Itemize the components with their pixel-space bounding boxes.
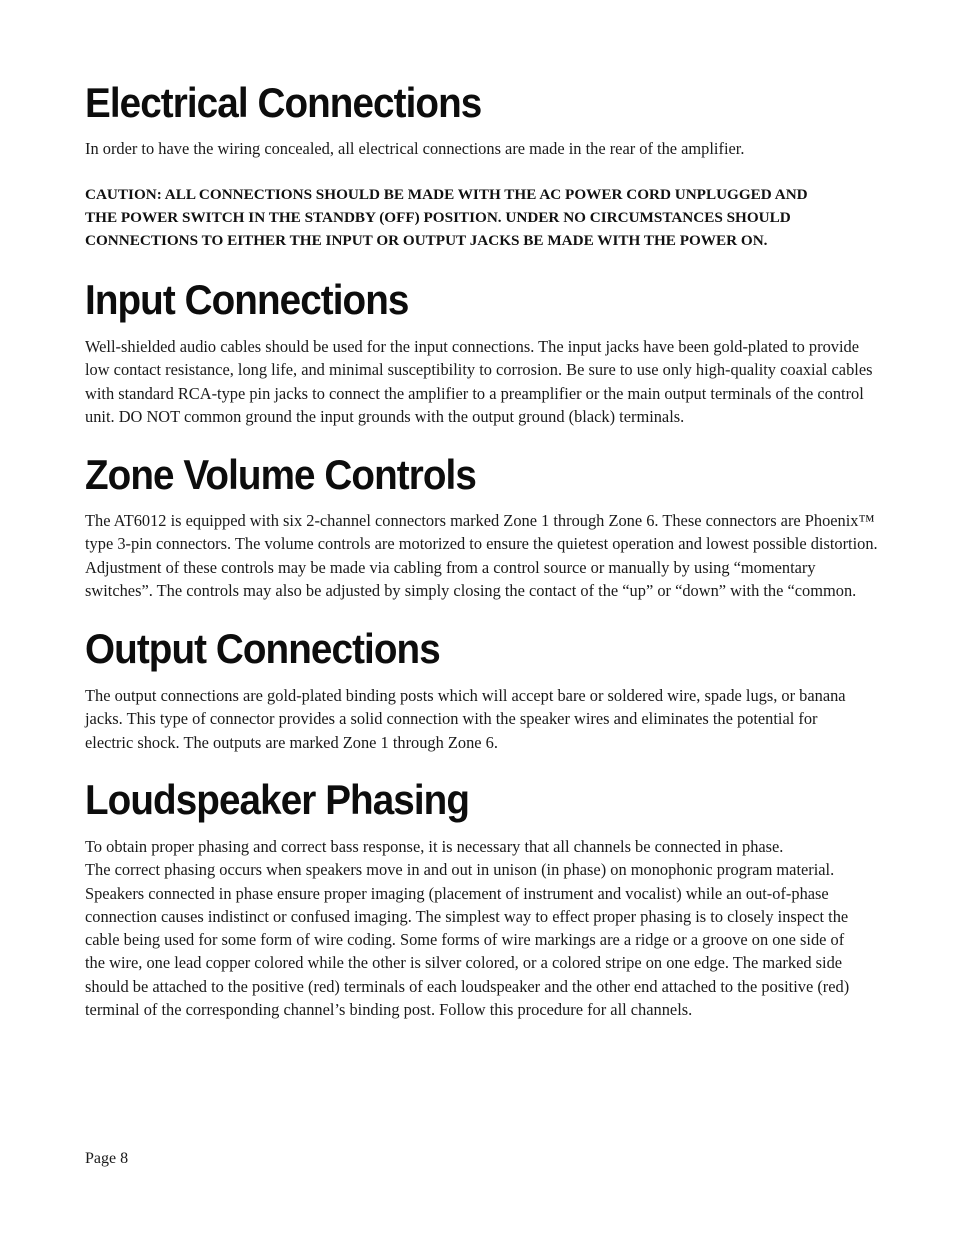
caution-line: THE POWER SWITCH IN THE STANDBY (OFF) POSITION. UNDER NO CIRCUMSTANCES SHOULD: [85, 208, 791, 226]
text-line: unit. DO NOT common ground the input grounds with the output ground (black) terminals.: [85, 406, 685, 426]
caution-line: CONNECTIONS TO EITHER THE INPUT OR OUTPUT JACKS BE MADE WITH THE POWER ON.: [85, 231, 768, 249]
heading-loudspeaker-phasing: Loudspeaker Phasing: [85, 776, 470, 823]
text-line: cable being used for some form of wire coding. Some forms of wire markings are a ridge or a groove on one side of: [85, 930, 845, 950]
text-line: Speakers connected in phase ensure proper imaging (placement of instrument and vocalist) while an out-of-phase: [85, 883, 829, 903]
text-line: The AT6012 is equipped with six 2-channel connectors marked Zone 1 through Zone 6. These connectors are Phoenix™: [85, 511, 875, 530]
caution-notice: [85, 184, 845, 252]
text-line: terminal of the corresponding channel’s binding post. Follow this procedure for all channels.: [85, 1000, 693, 1020]
heading-zone-volume-controls: Zone Volume Controls: [85, 451, 476, 498]
phasing-body: [85, 835, 875, 1021]
text-line: The output connections are gold-plated binding posts which will accept bare or soldered wire, spade lugs, or banana: [85, 686, 846, 705]
text-line: jacks. This type of connector provides a solid connection with the speaker wires and eliminates the potential for: [85, 709, 818, 729]
zone-body: [85, 509, 878, 602]
heading-electrical-connections: Electrical Connections: [85, 79, 482, 126]
text-line: with standard RCA-type pin jacks to connect the amplifier to a preamplifier or the main output terminals of the control: [85, 383, 864, 403]
caution-line: CAUTION: ALL CONNECTIONS SHOULD BE MADE WITH THE AC POWER CORD UNPLUGGED AND: [85, 186, 808, 203]
input-body: [85, 335, 875, 428]
text-line: the wire, one lead copper colored while the other is silver colored, or a colored stripe on one edge. The marked side: [85, 953, 843, 973]
text-line: electric shock. The outputs are marked Zone 1 through Zone 6.: [85, 732, 498, 752]
heading-input-connections: Input Connections: [85, 276, 409, 323]
text-line: switches”. The controls may also be adjusted by simply closing the contact of the “up” or “down” with the “common.: [85, 580, 857, 600]
electrical-body: In order to have the wiring concealed, all electrical connections are made in the rear of the amplifier.: [85, 139, 745, 158]
text-line: connection causes indistinct or confused imaging. The simplest way to effect proper phasing is to closely inspect the: [85, 906, 849, 926]
text-line: type 3-pin connectors. The volume controls are motorized to ensure the quietest operation and lowest possible distortion.: [85, 534, 878, 554]
output-body: [85, 684, 875, 754]
page-number: Page 8: [85, 1150, 129, 1167]
text-line: should be attached to the positive (red) terminals of each loudspeaker and the other end attached to the positive (red): [85, 976, 850, 996]
heading-output-connections: Output Connections: [85, 625, 440, 672]
text-line: Well-shielded audio cables should be used for the input connections. The input jacks have been gold-plated to provide: [85, 337, 859, 356]
text-line: Adjustment of these controls may be made via cabling from a control source or manually by using “momentary: [85, 557, 816, 577]
text-line: The correct phasing occurs when speakers move in and out in unison (in phase) on monophonic program material.: [85, 860, 835, 880]
text-line: low contact resistance, long life, and minimal susceptibility to corrosion. Be sure to use only high-quality coaxial cables: [85, 360, 873, 380]
text-line: To obtain proper phasing and correct bass response, it is necessary that all channels be connected in phase.: [85, 837, 784, 856]
